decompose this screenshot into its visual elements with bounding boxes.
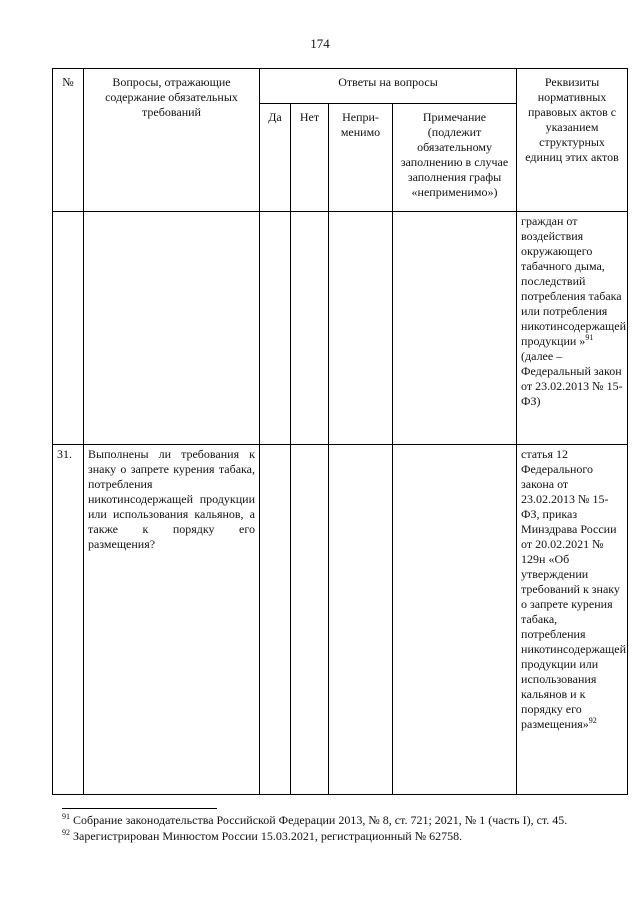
cell-no [291,212,329,445]
header-questions: Вопросы, отражающие содержание обязательных требований [84,69,260,212]
row-requisites [517,212,628,445]
checklist-table [52,68,628,795]
footnote-mark: 91 [62,812,70,821]
cell-note [393,212,517,445]
header-not-applicable: Непри-менимо [329,104,393,212]
footnote-92 [62,829,607,844]
requisites-text-tail: (далее – Федеральный закон от 23.02.2013 № 15-ФЗ) [521,349,623,408]
requisites-text: граждан от воздействия окружающего табачного дыма, последствий потребления табака или потребления никотинсодержащей продукции » [521,214,627,348]
header-note: Примечание (подлежит обязательному заполнению в случае заполнения графы «неприменимо») [393,104,517,212]
footnote-91 [62,813,607,828]
row-requisites [517,445,628,795]
footnote-ref: 91 [585,333,594,342]
footnote-separator [62,808,217,809]
header-num: № [53,69,84,212]
header-row-1 [53,69,628,104]
header-answers: Ответы на вопросы [260,69,517,104]
cell-yes [260,445,291,795]
header-yes: Да [260,104,291,212]
row-num: 31. [53,445,84,795]
header-requisites: Реквизиты нормативных правовых актов с указанием структурных единиц этих актов [517,69,628,212]
cell-not-applicable [329,445,393,795]
footnote-text: Собрание законодательства Российской Федерации 2013, № 8, ст. 721; 2021, № 1 (часть I), ст. 45. [70,813,568,827]
cell-not-applicable [329,212,393,445]
cell-no [291,445,329,795]
table-row [53,445,628,795]
footnotes [62,808,607,845]
footnote-mark: 92 [62,828,70,837]
table-row [53,212,628,445]
requisites-text: статья 12 Федерального закона от 23.02.2013 № 15-ФЗ, приказ Минздрава России от 20.02.2021 № 129н «Об утверждении требований к знаку о запрете курения табака, потребления никотинсодержащей продукции или использования кальянов и к порядку его размещения» [521,447,627,731]
cell-note [393,445,517,795]
row-question: Выполнены ли требования к знаку о запрете курения табака, потребления никотинсодержащей продукции или использования кальянов, а также к порядку его размещения? [84,445,260,795]
page-number: 174 [310,36,330,51]
footnote-text: Зарегистрирован Минюстом России 15.03.2021, регистрационный № 62758. [70,829,463,843]
row-num [53,212,84,445]
cell-yes [260,212,291,445]
row-question [84,212,260,445]
footnote-ref: 92 [588,716,597,725]
header-no: Нет [291,104,329,212]
